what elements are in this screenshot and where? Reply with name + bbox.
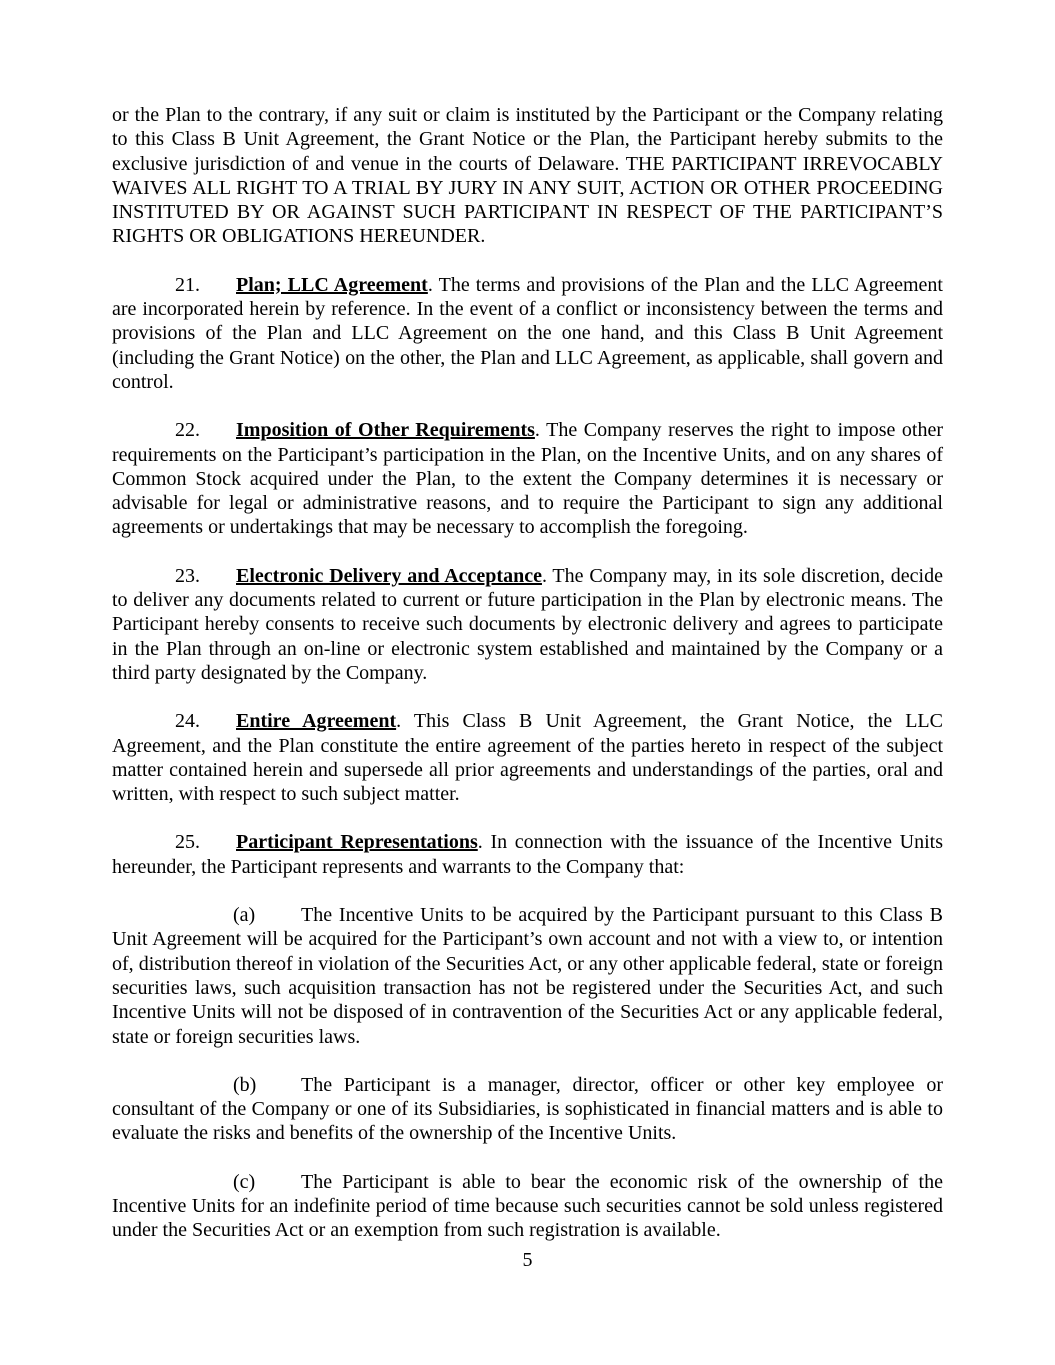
section-24 [112, 709, 943, 806]
page-number: 5 [522, 1249, 533, 1271]
section-24-heading: Entire Agreement [236, 710, 397, 733]
subsection-c-body: The Participant is able to bear the economic risk of the ownership of the Incentive Units for an indefinite period of time because such securities cannot be sold unless registered under the Securities Act or an exemption from such registration is available. [112, 1170, 943, 1242]
subsection-b-body: The Participant is a manager, director, officer or other key employee or consultant of the Company or one of its Subsidiaries, is sophisticated in financial matters and is able to evaluate the risks and benefits of the ownership of the Incentive Units. [112, 1073, 943, 1145]
subsection-c [112, 1170, 943, 1243]
section-23-number: 23. [175, 564, 200, 587]
subsection-b-label: (b) [233, 1073, 257, 1096]
section-24-number: 24. [175, 710, 200, 733]
subsection-a [112, 903, 943, 1049]
section-22 [112, 418, 943, 539]
section-25 [112, 830, 943, 879]
section-21-body: . The terms and provisions of the Plan and the LLC Agreement are incorporated herein by reference. In the event of a conflict or inconsistency between the terms and provisions of the Plan and LLC Agreement on the one hand, and this Class B Unit Agreement (including the Grant Notice) on the other, the Plan and LLC Agreement, as applicable, shall govern and control. [112, 273, 943, 393]
section-23-heading: Electronic Delivery and Acceptance [236, 564, 542, 587]
section-22-number: 22. [175, 419, 200, 442]
section-21 [112, 273, 943, 394]
subsection-a-label: (a) [233, 904, 256, 927]
continuation-paragraph: or the Plan to the contrary, if any suit or claim is instituted by the Participant or the Company relating to this Class B Unit Agreement, the Grant Notice or the Plan, the Participant hereby submits to the exclusive jurisdiction of and venue in the courts of Delaware. THE PARTICIPANT IRREVOCABLY WAIVES ALL RIGHT TO A TRIAL BY JURY IN ANY SUIT, ACTION OR OTHER PROCEEDING INSTITUTED BY OR AGAINST SUCH PARTICIPANT IN RESPECT OF THE PARTICIPANT’S RIGHTS OR OBLIGATIONS HEREUNDER. [112, 104, 943, 248]
section-23 [112, 564, 943, 685]
section-24-body: . This Class B Unit Agreement, the Grant Notice, the LLC Agreement, and the Plan constitute the entire agreement of the parties hereto in respect of the subject matter contained herein and supersede all prior agreements and understandings of the parties, oral and written, with respect to such subject matter. [112, 710, 943, 806]
section-25-heading: Participant Representations [236, 831, 478, 854]
subsection-b [112, 1073, 943, 1146]
section-25-body: . In connection with the issuance of the Incentive Units hereunder, the Participant represents and warrants to the Company that: [112, 831, 943, 878]
document-content [112, 103, 943, 1243]
subsection-c-label: (c) [233, 1170, 256, 1193]
section-22-body: . The Company reserves the right to impose other requirements on the Participant’s participation in the Plan, on the Incentive Units, and on any shares of Common Stock acquired under the Plan, to the extent the Company determines it is necessary or advisable for legal or administrative reasons, and to require the Participant to sign any additional agreements or undertakings that may be necessary to accomplish the foregoing. [112, 419, 943, 539]
section-22-heading: Imposition of Other Requirements [236, 419, 535, 442]
section-25-number: 25. [175, 831, 200, 854]
section-21-number: 21. [175, 273, 200, 296]
section-21-heading: Plan; LLC Agreement [236, 273, 428, 296]
subsection-a-body: The Incentive Units to be acquired by the Participant pursuant to this Class B Unit Agreement will be acquired for the Participant’s own account and not with a view to, or intention of, distribution thereof in violation of the Securities Act, or any other applicable federal, state or foreign securities laws, such acquisition transaction has not be registered under the Securities Act, and such Incentive Units will not be disposed of in contravention of the Securities Act or any applicable federal, state or foreign securities laws. [112, 904, 943, 1048]
section-23-body: . The Company may, in its sole discretion, decide to deliver any documents related to current or future participation in the Plan by electronic means. The Participant hereby consents to receive such documents by electronic delivery and agrees to participate in the Plan through an on-line or electronic system established and maintained by the Company or a third party designated by the Company. [112, 564, 943, 684]
